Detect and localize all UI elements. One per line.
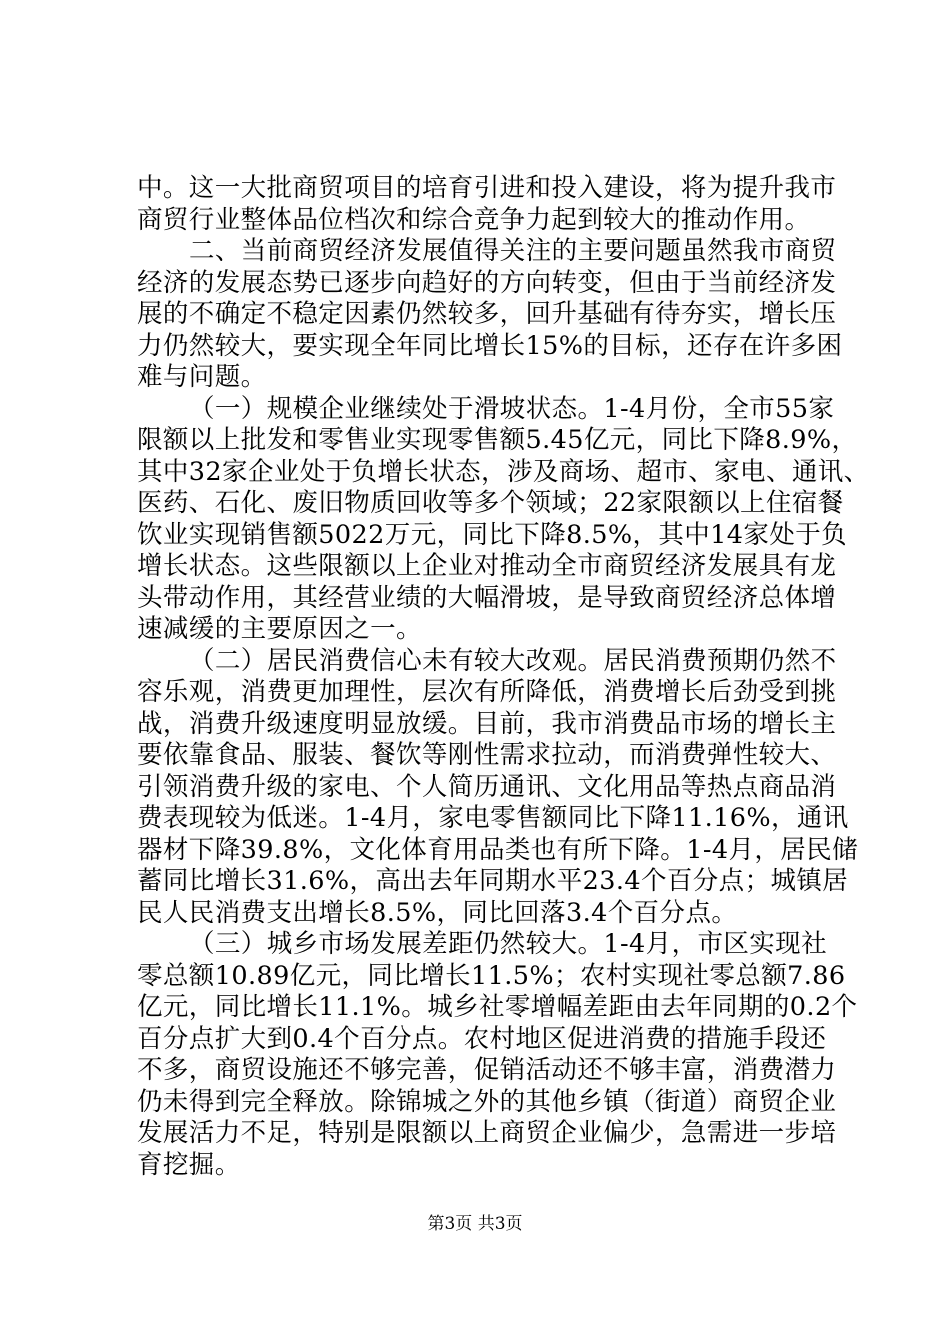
document-body [137,173,870,1181]
text-line: 容乐观，消费更加理性，层次有所降低，消费增长后劲受到挑 [137,677,837,707]
text-line: 战，消费升级速度明显放缓。目前，我市消费品市场的增长主 [137,708,837,739]
text-line: 速减缓的主要原因之一。 [137,614,422,644]
text-line: （二）居民消费信心未有较大改观。居民消费预期仍然不 [189,645,837,676]
text-line: 头带动作用，其经营业绩的大幅滑坡，是导致商贸经济总体增 [137,582,837,613]
text-line: 费表现较为低迷。1-4月，家电零售额同比下降11.16%，通讯 [137,803,849,833]
text-line: （一）规模企业继续处于滑坡状态。1-4月份，全市55家 [189,393,835,424]
text-line: 难与问题。 [137,362,267,392]
text-line: 百分点扩大到0.4个百分点。农村地区促进消费的措施手段还 [137,1023,827,1054]
text-line: 零总额10.89亿元，同比增长11.5%；农村实现社零总额7.86 [137,960,846,991]
text-line: 展的不确定不稳定因素仍然较多，回升基础有待夯实，增长压 [137,299,837,329]
page-footer: 第3页 共3页 [427,1214,523,1234]
text-line: 商贸行业整体品位档次和综合竞争力起到较大的推动作用。 [137,204,811,235]
text-line: 中。这一大批商贸项目的培育引进和投入建设，将为提升我市 [137,173,837,203]
text-line: 要依靠食品、服装、餐饮等刚性需求拉动，而消费弹性较大、 [137,740,837,770]
text-line: 蓄同比增长31.6%，高出去年同期水平23.4个百分点；城镇居 [137,866,849,896]
text-line: 不多，商贸设施还不够完善，促销活动还不够丰富，消费潜力 [137,1055,837,1085]
text-line: 力仍然较大，要实现全年同比增长15%的目标，还存在许多困 [137,330,843,361]
text-line: 发展活力不足，特别是限额以上商贸企业偏少，急需进一步培 [137,1118,837,1148]
text-line: 饮业实现销售额5022万元，同比下降8.5%，其中14家处于负 [137,519,848,550]
text-line: 亿元，同比增长11.1%。城乡社零增幅差距由去年同期的0.2个 [137,992,858,1022]
text-line: 育挖掘。 [137,1149,241,1180]
text-line: 仍未得到完全释放。除锦城之外的其他乡镇（街道）商贸企业 [137,1086,837,1117]
text-line: （三）城乡市场发展差距仍然较大。1-4月，市区实现社 [189,929,827,959]
text-line: 增长状态。这些限额以上企业对推动全市商贸经济发展具有龙 [137,551,837,581]
text-line: 其中32家企业处于负增长状态，涉及商场、超市、家电、通讯、 [137,456,870,487]
text-line: 医药、石化、废旧物质回收等多个领域；22家限额以上住宿餐 [137,488,844,518]
text-line: 器材下降39.8%，文化体育用品类也有所下降。1-4月，居民储 [137,834,858,865]
text-line: 引领消费升级的家电、个人简历通讯、文化用品等热点商品消 [137,771,837,802]
text-line: 经济的发展态势已逐步向趋好的方向转变，但由于当前经济发 [137,267,837,298]
text-line: 限额以上批发和零售业实现零售额5.45亿元，同比下降8.9%， [137,425,858,455]
text-line: 民人民消费支出增长8.5%，同比回落3.4个百分点。 [137,897,738,928]
text-line: 二、当前商贸经济发展值得关注的主要问题虽然我市商贸 [189,236,837,266]
